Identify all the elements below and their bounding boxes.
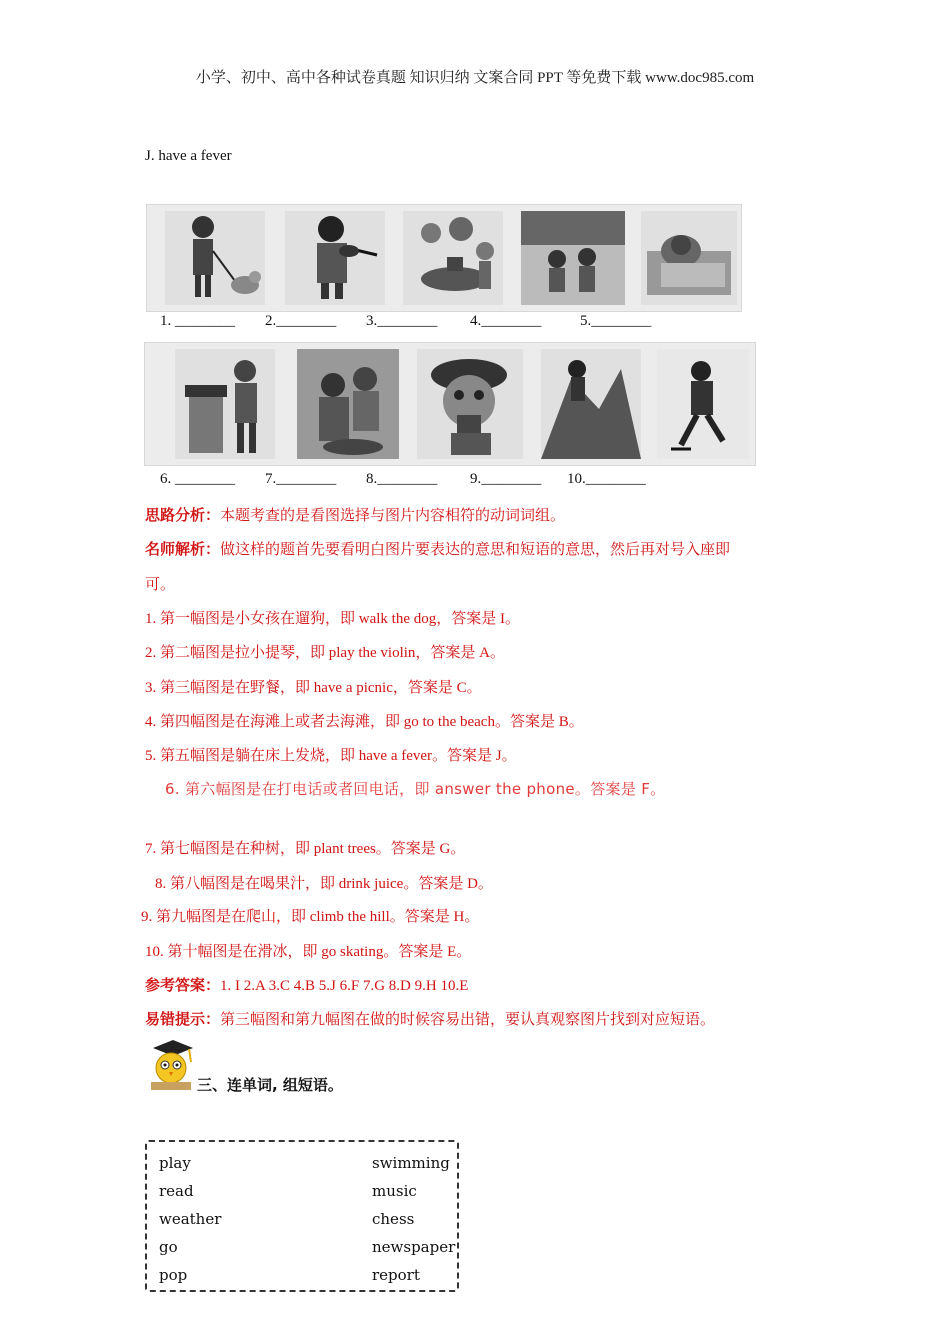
blank-8[interactable]: 8.________ [366, 471, 438, 487]
teacher-analysis [145, 538, 730, 559]
right-word-1[interactable]: swimming [372, 1154, 450, 1172]
teacher-text: 做这样的题首先要看明白图片要表达的意思和短语的意思，然后再对号入座即 [220, 542, 731, 558]
picture-plant-trees [297, 349, 399, 459]
picture-answer-phone [175, 349, 275, 459]
picture-strip-2 [144, 342, 756, 466]
blank-3[interactable]: 3.________ [366, 313, 438, 329]
option-j: J. have a fever [145, 148, 232, 164]
tip-label: 易错提示： [145, 1012, 221, 1028]
picture-go-to-beach [521, 211, 625, 305]
picture-walk-dog [165, 211, 265, 305]
error-tip [145, 1008, 715, 1029]
blank-9[interactable]: 9.________ [470, 471, 542, 487]
teacher-analysis-cont: 可。 [145, 577, 176, 593]
analysis-item-5: 5. 第五幅图是躺在床上发烧，即 have a fever。答案是 J。 [145, 748, 517, 764]
picture-have-picnic [403, 211, 503, 305]
picture-play-violin [285, 211, 385, 305]
picture-drink-juice [417, 349, 523, 459]
left-word-4[interactable]: go [159, 1238, 178, 1256]
picture-strip-1 [146, 204, 742, 312]
left-word-2[interactable]: read [159, 1182, 194, 1200]
blank-5[interactable]: 5.________ [580, 313, 652, 329]
page-header: 小学、初中、高中各种试卷真题 知识归纳 文案合同 PPT 等免费下载 www.doc985.com [195, 70, 755, 86]
analysis-item-2: 2. 第二幅图是拉小提琴，即 play the violin，答案是 A。 [145, 645, 505, 661]
blank-6[interactable]: 6. ________ [160, 471, 235, 487]
answer-text: 1. I 2.A 3.C 4.B 5.J 6.F 7.G 8.D 9.H 10.E [220, 978, 469, 994]
teacher-label: 名师解析： [145, 542, 221, 558]
left-word-1[interactable]: play [159, 1154, 191, 1172]
analysis-item-6: 6. 第六幅图是在打电话或者回电话，即 answer the phone。答案是 F。 [165, 780, 666, 798]
idea-text: 本题考查的是看图选择与图片内容相符的动词词组。 [220, 508, 566, 524]
analysis-item-7: 7. 第七幅图是在种树，即 plant trees。答案是 G。 [145, 841, 466, 857]
blank-7[interactable]: 7.________ [265, 471, 337, 487]
picture-go-skating [657, 349, 749, 459]
graduate-chick-icon [145, 1038, 197, 1094]
blank-1[interactable]: 1. ________ [160, 313, 235, 329]
analysis-item-9: 9. 第九幅图是在爬山，即 climb the hill。答案是 H。 [141, 909, 480, 925]
right-word-3[interactable]: chess [372, 1210, 415, 1228]
idea-analysis [145, 504, 565, 525]
blank-10[interactable]: 10.________ [567, 471, 646, 487]
tip-text: 第三幅图和第九幅图在做的时候容易出错，要认真观察图片找到对应短语。 [220, 1012, 716, 1028]
reference-answer [145, 974, 468, 995]
answer-label: 参考答案： [145, 978, 221, 994]
blank-4[interactable]: 4.________ [470, 313, 542, 329]
analysis-item-8: 8. 第八幅图是在喝果汁，即 drink juice。答案是 D。 [155, 876, 493, 892]
left-word-5[interactable]: pop [159, 1266, 188, 1284]
analysis-item-4: 4. 第四幅图是在海滩上或者去海滩，即 go to the beach。答案是 B。 [145, 714, 584, 730]
word-match-box [145, 1140, 459, 1292]
analysis-item-3: 3. 第三幅图是在野餐，即 have a picnic，答案是 C。 [145, 680, 482, 696]
right-word-5[interactable]: report [372, 1266, 420, 1284]
picture-have-fever [641, 211, 737, 305]
section-3-title: 三、连单词, 组短语。 [197, 1076, 343, 1094]
right-word-2[interactable]: music [372, 1182, 417, 1200]
right-word-4[interactable]: newspaper [372, 1238, 456, 1256]
left-word-3[interactable]: weather [159, 1210, 222, 1228]
analysis-item-10: 10. 第十幅图是在滑冰，即 go skating。答案是 E。 [145, 944, 472, 960]
analysis-item-1: 1. 第一幅图是小女孩在遛狗，即 walk the dog，答案是 I。 [145, 611, 520, 627]
blank-2[interactable]: 2.________ [265, 313, 337, 329]
idea-label: 思路分析： [145, 508, 221, 524]
picture-climb-hill [541, 349, 641, 459]
